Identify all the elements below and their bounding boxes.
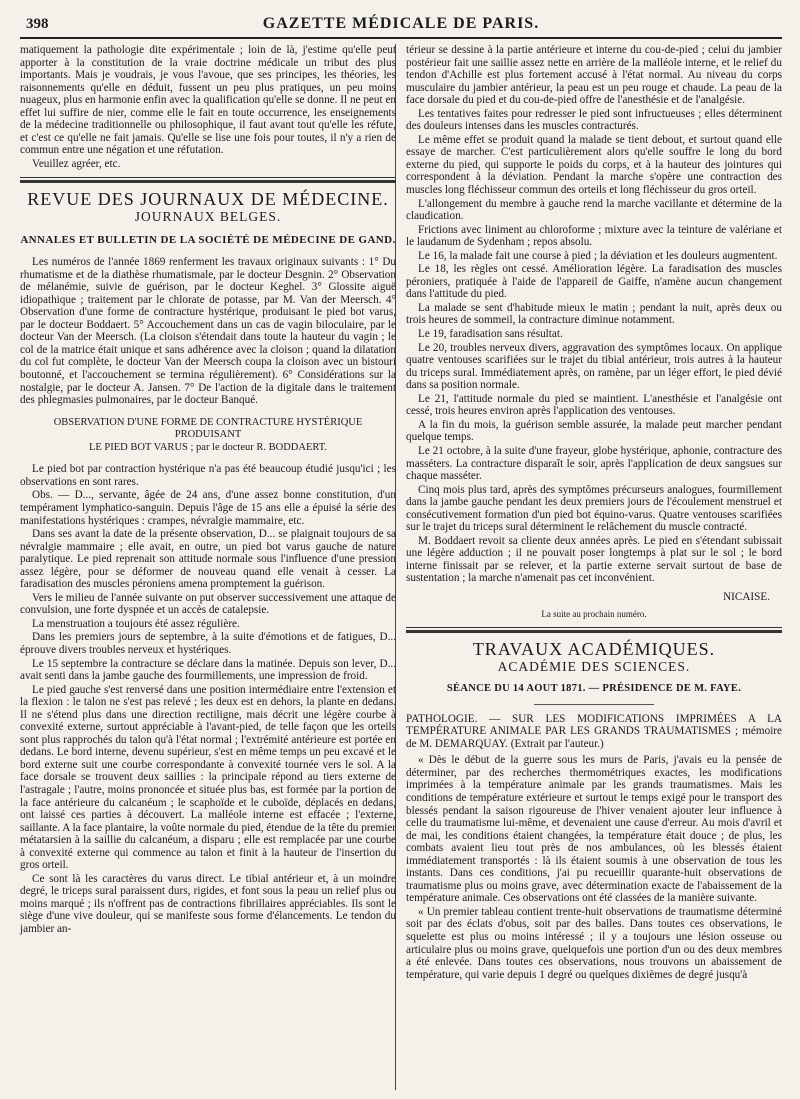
body-paragraph: Le même effet se produit quand la malade se tient debout, et surtout quand elle essaye de marcher. C'est particulièrement alors qu'elle souffre le long du bord externe du pied, qui supporte le poids du corps, et à la hauteur des jointures qui correspondent à la déviation. Pendant la marche s'opère une contraction des muscles long fléchisseur commun des orteils et long fléchisseur du gros orteil. xyxy=(406,133,782,197)
body-paragraph: Vers le milieu de l'année suivante on put observer successivement une attaque de convulsion, une forte dyspnée et un accès de catalepsie. xyxy=(20,591,396,617)
body-paragraph: Le 15 septembre la contracture se déclare dans la matinée. Depuis son lever, D... avait senti dans la jambe gauche des fourmillements, une impression de froid. xyxy=(20,657,396,683)
page-header xyxy=(20,10,782,36)
body-paragraph: La menstruation a toujours été assez régulière. xyxy=(32,617,240,630)
observation-title xyxy=(20,417,396,455)
observation-title-line: LE PIED BOT VARUS ; par le docteur R. BODDAERT. xyxy=(88,441,328,453)
section-subtitle: JOURNAUX BELGES. xyxy=(134,209,282,225)
body-paragraph: « Dès le début de la guerre sous les murs de Paris, j'avais eu la pensée de déterminer, par des recherches thermométriques exactes, les modifications imprimées à la température animale par les grands traumatismes. Mais les conditions de température extérieure et surtout le temps exigé pour le transport des blessés pendant la saison rigoureuse de l'hiver venaient ajouter leur influence à celle du traumatisme lui-même, et devenaient une cause d'erreur. Au mois d'avril et de mai, les conditions étaient changées, la température était douce ; de plus, les combats avaient lieu tout près de nos ambulances, où les blessés étaient immédiatement transportés : là ils étaient soumis à une observation de tous les instants. Dans ces conditions, j'ai pu recueillir quarante-huit observations de traumatisme plus ou moins grave, avec détermination exacte de l'abaissement de la température animale. Ces observations ont été classées de la manière suivante. xyxy=(406,754,782,905)
memoir-title: PATHOLOGIE. — SUR LES MODIFICATIONS IMPRIMÉES A LA TEMPÉRATURE ANIMALE PAR LES GRANDS TRAUMATISMES ; mémoire de M. DEMARQUAY. (Extrait par l'auteur.) xyxy=(406,712,782,750)
author-signature: NICAISE. xyxy=(723,590,770,603)
observation-title-line: OBSERVATION D'UNE FORME DE CONTRACTURE HYSTÉRIQUE PRODUISANT xyxy=(53,416,363,441)
body-paragraph: Frictions avec liniment au chloroforme ; mixture avec la teinture de valériane et le laudanum de Sydenham ; repos absolu. xyxy=(406,223,782,249)
body-paragraph: La malade se sent d'habitude mieux le matin ; pendant la nuit, après deux ou trois heures de sommeil, la contracture diminue notamment. xyxy=(406,301,782,327)
header-rule xyxy=(20,37,782,39)
page-number: 398 xyxy=(26,16,49,32)
body-paragraph: Le 18, les règles ont cessé. Amélioration légère. La faradisation des muscles péroniers, pratiquée à l'aide de l'appareil de Gaiffe, n'amène aucun changement dans l'attitude du pied. xyxy=(406,263,782,301)
journal-summary: Les numéros de l'année 1869 renferment les travaux originaux suivants : 1° Du rhumatisme et de la diathèse rhumatismale, par le docteur Desgnin. 2° Observation de mélanémie, suivie de guérison, par le docteur Keghel. 3° Glossite aiguë idiopathique ; traitement par le chlorate de potasse, par M. Van der Meersch. 4° Observation d'une forme de contracture hystérique, produisant le pied bot varus, par le docteur Boddaert. 5° Accouchement dans un cas de vagin biloculaire, par le docteur Van der Meersch. (La cloison s'étendait dans toute la hauteur du vagin ; le col de la matrice était unique et sans adhérence avec la cloison ; quand la dilatation du col fut complète, le docteur Van der Meersch coupa la cloison avec un bistouri boutonné, et l'accouchement se termina régulièrement). 6° Considérations sur la nostalgie, par le docteur A. Jansen. 7° De l'action de la digitale dans le traitement des phlegmasies pulmonaires, par le docteur Banqué. xyxy=(20,256,396,407)
body-paragraph: « Un premier tableau contient trente-huit observations de traumatisme déterminé soit par des éclats d'obus, soit par des balles. Dans toutes ces observations, le squelette est plus ou moins intéressé ; il y a toujours une lésion osseuse ou articulaire plus ou moins grave, quelquefois une portion d'un ou des deux membres a été enlevée. Dans toutes ces observations, nous trouvons un abaissement de température, qui varie depuis 1 degré ou quelques dixièmes de degré jusqu'à xyxy=(406,905,782,981)
session-rule xyxy=(534,704,654,705)
body-paragraph: M. Boddaert revoit sa cliente deux années après. Le pied en s'étendant subissait une légère adduction ; il ne pouvait poser longtemps à plat sur le sol ; le bord interne finissait par se relever, et la partie externe servait surtout de base de sustentation ; la marche n'amenait pas cet inconvénient. xyxy=(406,534,782,585)
closing-line: Veuillez agréer, etc. xyxy=(32,157,121,170)
right-column xyxy=(406,44,782,982)
body-paragraph: Le 20, troubles nerveux divers, aggravation des symptômes locaux. On applique quatre ventouses scarifiées sur le trajet du tibial antérieur, trois autres à la hauteur du triceps sural. Immédiatement après, on ramène, par un léger effort, le pied dévié dans sa position normale. xyxy=(406,341,782,392)
body-paragraph: Le 19, faradisation sans résultat. xyxy=(418,328,563,341)
section-subtitle: ACADÉMIE DES SCIENCES. xyxy=(497,658,691,674)
body-paragraph: Ce sont là les caractères du varus direct. Le tibial antérieur et, à un moindre degré, le triceps sural paraissent durs, rigides, et font sous la peau un relief plus ou moins marqué ; ils n'offrent pas de contractions fibrillaires appréciables. Ils sont le siège d'une vive douleur, qui se manifeste sous forme d'élancements. Le tendon du jambier an- xyxy=(20,872,396,935)
body-paragraph: Le pied gauche s'est renversé dans une position intermédiaire entre l'extension et la flexion : le talon ne s'est pas relevé ; les deux est en dehors, la plante en dedans. Il ne s'étend plus dans une direction rectiligne, mais décrit une légère courbe à convexité externe, surtout appréciable à l'avant-pied, de telle façon que les orteils sont plus rapprochés du talon qu'à l'état normal ; l'extrémité antérieure est portée en dedans. Le bord interne, devenu supérieur, s'est en même temps un peu excavé et le bord externe suit une courbe correspondante à convexité tournée vers le sol. A la face dorsale se trouvent deux saillies : la principale répond au tiers externe de l'astragale ; l'autre, moins prononcée et située plus bas, est formée par la portion de la face antérieure du calcanéum ; le scaphoïde et le cuboïde, déplacés en dedans, ont laissé ces parties à découvert. La malléole interne est effacée ; l'externe, saillante. A la face plantaire, la voûte normale du pied, étendue de la tête du premier métatarsien à la saillie du calcanéum, a disparu ; elle est remplacée par une courbe à convexité externe qui commence au talon et finit à la hauteur de l'insertion du gros orteil. xyxy=(20,683,396,872)
body-paragraph: Le 16, la malade fait une course à pied ; la déviation et les douleurs augmentent. xyxy=(418,249,778,262)
section-title: REVUE DES JOURNAUX DE MÉDECINE. xyxy=(27,189,389,210)
body-paragraph: Dans ses avant la date de la présente observation, D... se plaignait toujours de sa névralgie mammaire ; elle avait, en outre, un pied bot varus gauche de nature paralytique. Le pied reprenait son attitude normale sous l'influence d'une pression assez légère, pour se déformer de nouveau quand elle venait à cesser. La faradisation des muscles péroniens amena promptement la guérison. xyxy=(20,528,396,591)
intro-paragraph: matiquement la pathologie dite expérimentale ; loin de là, j'estime qu'elle peut apporter à la constitution de la vraie doctrine médicale un tribut des plus importants. Mais je voudrais, je vous l'avoue, que ses principes, les théories, les raisonnements qu'elle en déduit, fussent un peu plus pratiques, un peu moins nuageux, plus en harmonie enfin avec la qualification qu'elle se donne. Il ne peut en effet lui suffire de nier, comme elle le fait en toute occurrence, les enseignements de la médecine traditionnelle ou philosophique, il faut avant tout qu'elle les réfute, et c'est ce qu'elle ne fait jamais. Qu'elle se lise une fois pour toutes, il n'y a rien de commun entre une négation et une réfutation. xyxy=(20,44,396,157)
section-rule-thick xyxy=(20,180,396,183)
body-paragraph: Le 21 octobre, à la suite d'une frayeur, globe hystérique, aphonie, contracture des masséters. La contracture disparaît le soir, après l'application de deux sangsues sur chaque masséter. xyxy=(406,444,782,483)
body-paragraph: A la fin du mois, la guérison semble assurée, la malade peut marcher pendant quelque temps. xyxy=(406,418,782,444)
body-paragraph: térieur se dessine à la partie antérieure et interne du cou-de-pied ; celui du jambier postérieur fait une saillie assez nette en arrière de la malléole interne, et le relief du tendon d'Achille est plus fortement accusé à l'état normal. Au niveau du corps musculaire du jambier antérieur, la peau est un peu rouge et chaude. La peau de la face dorsale du pied et du cou-de-pied offre de l'anesthésie et de l'analgésie. xyxy=(406,44,782,107)
session-heading: SÉANCE DU 14 AOUT 1871. — PRÉSIDENCE DE M. FAYE. xyxy=(446,683,742,695)
body-paragraph: Dans les premiers jours de septembre, à la suite d'émotions et de fatigues, D... éprouve divers troubles nerveux et hystériques. xyxy=(20,631,396,656)
continuation-note: La suite au prochain numéro. xyxy=(541,608,647,619)
body-paragraph: L'allongement du membre à gauche rend la marche vacillante et détermine de la claudication. xyxy=(406,197,782,223)
left-column xyxy=(20,44,396,937)
section-rule xyxy=(406,627,782,628)
body-paragraph: Le 21, l'attitude normale du pied se maintient. L'anesthésie et l'analgésie ont cessé, trois heures environ après l'application des ventouses. xyxy=(406,392,782,418)
body-paragraph: Le pied bot par contraction hystérique n'a pas été beaucoup étudié jusqu'ici ; les observations en sont rares. xyxy=(20,463,396,488)
section-rule xyxy=(20,177,396,178)
running-title: GAZETTE MÉDICALE DE PARIS. xyxy=(262,15,540,32)
section-rule-thick xyxy=(406,630,782,633)
body-paragraph: Cinq mois plus tard, après des symptômes précurseurs analogues, fourmillement dans la jambe gauche pendant les deux premiers jours de l'écoulement menstruel et consécutivement formation d'un pied bot équino-varus. Quatre ventouses scarifiées sur le trajet du triceps sural déterminent le relâchement du muscle contracté. xyxy=(406,483,782,534)
body-paragraph: Les tentatives faites pour redresser le pied sont infructueuses ; elles déterminent des douleurs intenses dans les muscles contracturés. xyxy=(406,107,782,133)
journal-title: ANNALES ET BULLETIN DE LA SOCIÉTÉ DE MÉDECINE DE GAND. xyxy=(20,233,396,246)
body-paragraph: Obs. — D..., servante, âgée de 24 ans, d'une assez bonne constitution, d'un tempérament lymphatico-sanguin. Depuis l'âge de 15 ans elle a épuisé la série des manifestations hystériques : crampes, névralgie mammaire, etc. xyxy=(20,489,396,527)
section-title: TRAVAUX ACADÉMIQUES. xyxy=(472,639,716,660)
